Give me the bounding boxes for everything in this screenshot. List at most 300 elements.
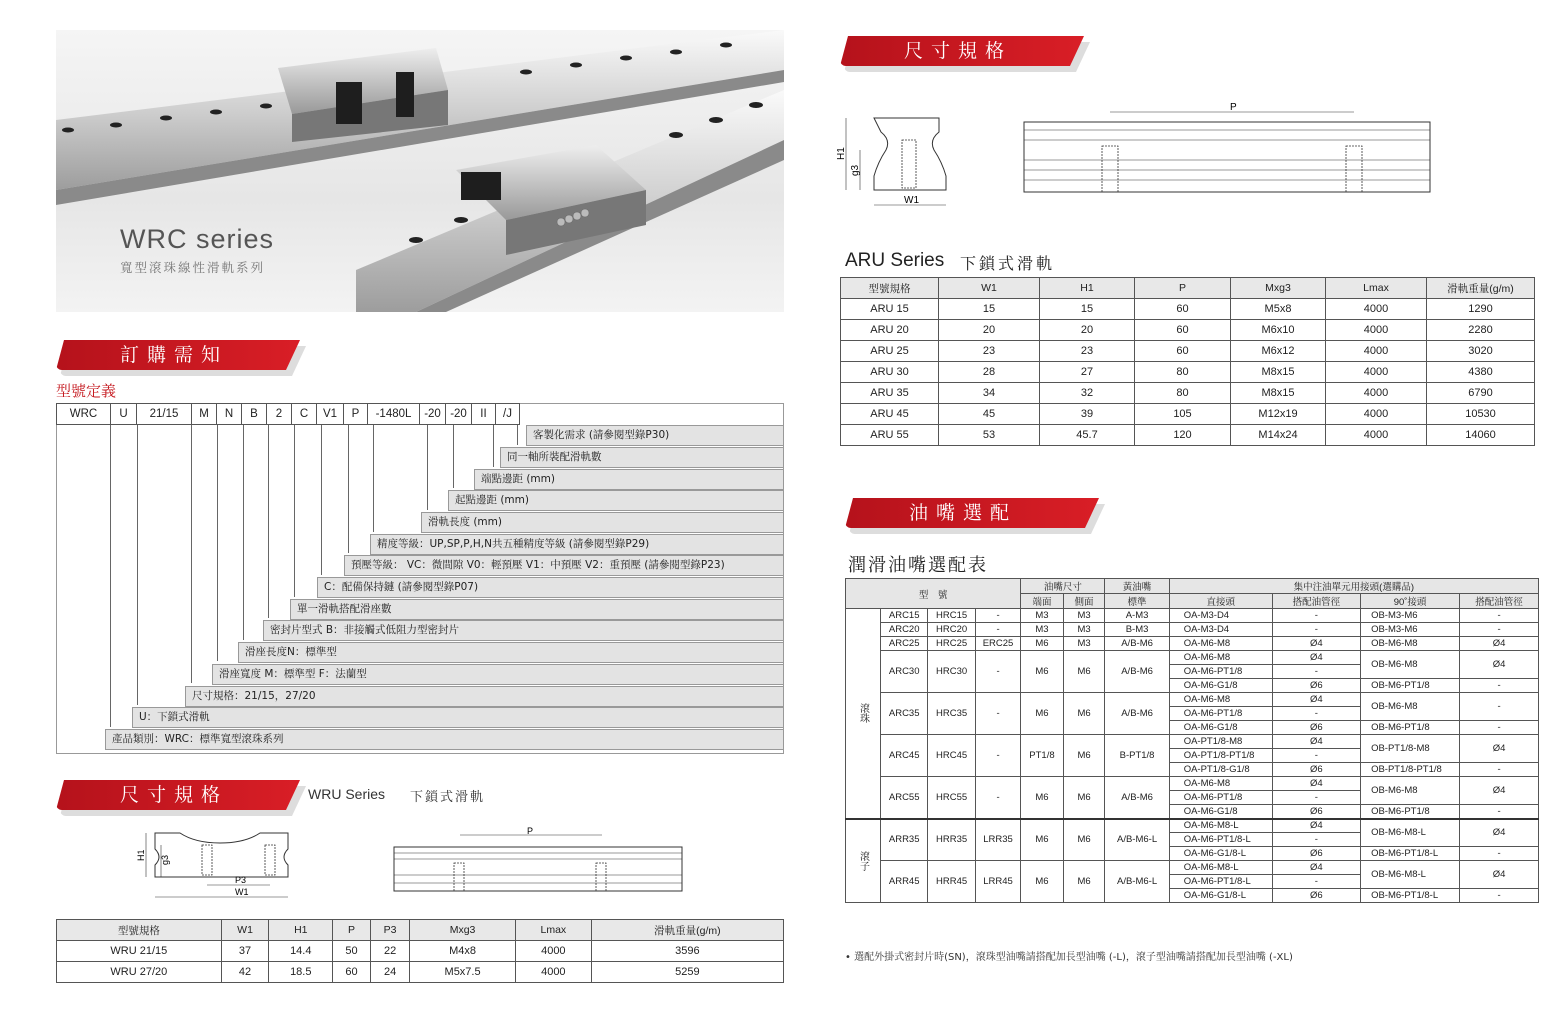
table-cell: 14060: [1427, 425, 1535, 446]
connector-line: [453, 425, 454, 488]
table-cell: -: [975, 609, 1020, 623]
table-cell: -: [1272, 833, 1360, 847]
table-cell: M6: [1021, 637, 1063, 651]
aru-h-weight: 滑軌重量(g/m): [1427, 278, 1535, 299]
table-row: [841, 383, 1535, 404]
table-cell: -: [1460, 721, 1539, 735]
table-cell: M8x15: [1231, 362, 1326, 383]
connector-line: [137, 425, 138, 705]
table-cell: WRU 21/15: [57, 941, 222, 962]
oil-table-title: 潤滑油嘴選配表: [848, 555, 988, 576]
table-cell: M6: [1063, 651, 1105, 693]
connector-line: [493, 425, 494, 467]
table-row: [846, 637, 1539, 651]
table-cell: OB-PT1/8-M8: [1361, 735, 1460, 763]
table-cell: -: [1460, 693, 1539, 721]
table-cell: -: [1460, 679, 1539, 693]
table-cell: -: [1460, 889, 1539, 903]
wru-dim-p3: P3: [235, 875, 247, 885]
code-m: M: [192, 404, 217, 425]
code-wrc: WRC: [57, 404, 111, 425]
table-cell: ARC20: [881, 623, 928, 637]
desc-rail-length: 滑軌長度 (mm): [421, 512, 784, 533]
wru-h-mxg3: Mxg3: [410, 920, 516, 941]
wru-dim-w1: W1: [235, 887, 249, 897]
oil-h-yellow: 黃油嘴: [1105, 579, 1169, 594]
table-cell: LRR35: [975, 819, 1020, 861]
table-cell: M5x8: [1231, 299, 1326, 320]
table-cell: -: [1460, 847, 1539, 861]
table-row: [846, 861, 1539, 875]
table-cell: M6: [1063, 819, 1105, 861]
wru-h-model: 型號規格: [57, 920, 222, 941]
table-cell: 27: [1040, 362, 1135, 383]
table-cell: ARU 30: [841, 362, 939, 383]
connector-line: [243, 425, 244, 640]
table-cell: OB-M6-M8: [1361, 651, 1460, 679]
table-cell: OB-M6-M8: [1361, 777, 1460, 805]
oil-h-model: 型 號: [846, 579, 1021, 609]
desc-preload: 預壓等級： VC：微間隙 V0：輕預壓 V1：中預壓 V2：重預壓 (請參閱型錄P23): [344, 555, 784, 576]
desc-block-width: 滑座寬度 M：標準型 F：法蘭型: [212, 664, 784, 685]
section-header-oil: [845, 498, 1099, 528]
table-cell: OB-M6-PT1/8-L: [1361, 889, 1460, 903]
table-cell: 50: [333, 941, 371, 962]
wru-h-h1: H1: [269, 920, 333, 941]
desc-retainer: C：配備保持鏈 (請參閱型錄P07): [317, 577, 784, 598]
table-cell: 14.4: [269, 941, 333, 962]
wru-h-w1: W1: [221, 920, 269, 941]
table-cell: 45.7: [1040, 425, 1135, 446]
table-cell: ARR45: [881, 861, 928, 903]
table-cell: HRC45: [928, 735, 975, 777]
table-cell: M3: [1021, 609, 1063, 623]
table-cell: 53: [939, 425, 1040, 446]
code-c: C: [292, 404, 317, 425]
table-cell: Ø4: [1272, 735, 1360, 749]
table-cell: OA-M6-PT1/8-L: [1169, 875, 1272, 889]
table-cell: -: [1272, 875, 1360, 889]
table-cell: Ø4: [1460, 861, 1539, 889]
table-cell: M6: [1021, 777, 1063, 819]
table-cell: Ø6: [1272, 889, 1360, 903]
wru-series-name: WRU Series: [308, 786, 386, 802]
table-cell: HRC55: [928, 777, 975, 819]
table-cell: 34: [939, 383, 1040, 404]
table-cell: ARC30: [881, 651, 928, 693]
table-cell: A/B-M6: [1105, 651, 1169, 693]
table-cell: -: [1272, 665, 1360, 679]
table-cell: Ø4: [1272, 819, 1360, 833]
table-cell: A/B-M6: [1105, 637, 1169, 651]
table-cell: B-PT1/8: [1105, 735, 1169, 777]
table-cell: 80: [1135, 362, 1231, 383]
connector-line: [321, 425, 322, 575]
table-cell: Ø4: [1272, 651, 1360, 665]
table-cell: 4000: [1326, 383, 1427, 404]
oil-h-pipe1: 搭配油管徑: [1272, 594, 1360, 609]
table-cell: 20: [1040, 320, 1135, 341]
table-cell: 45: [939, 404, 1040, 425]
wru-profile-diagram: [136, 825, 310, 905]
table-cell: OA-PT1/8-M8: [1169, 735, 1272, 749]
table-cell: Ø6: [1272, 763, 1360, 777]
table-cell: -: [1272, 791, 1360, 805]
table-cell: PT1/8: [1021, 735, 1063, 777]
aru-h-h1: H1: [1040, 278, 1135, 299]
table-cell: OB-M3-M6: [1361, 609, 1460, 623]
table-cell: 4000: [1326, 425, 1427, 446]
table-cell: 23: [1040, 341, 1135, 362]
desc-seal: 密封片型式 B：非接觸式低阻力型密封片: [263, 620, 784, 641]
table-cell: OA-M6-M8: [1169, 693, 1272, 707]
connector-line: [217, 425, 218, 661]
aru-dim-h1: H1: [836, 147, 847, 160]
section-header-size-right: [840, 36, 1084, 66]
aru-h-p: P: [1135, 278, 1231, 299]
table-cell: M5x7.5: [410, 962, 516, 983]
table-cell: 4000: [515, 962, 591, 983]
wru-dim-g3: g3: [160, 854, 170, 865]
connector-line: [294, 425, 295, 597]
table-cell: OB-M6-PT1/8: [1361, 721, 1460, 735]
table-cell: HRC25: [928, 637, 975, 651]
code-length: -1480L: [368, 404, 420, 425]
table-cell: -: [1460, 805, 1539, 819]
table-cell: Ø6: [1272, 847, 1360, 861]
table-cell: 37: [221, 941, 269, 962]
desc-size: 尺寸規格：21/15，27/20: [185, 686, 784, 707]
code-p: P: [344, 404, 368, 425]
aru-spec-table: [840, 277, 1535, 446]
desc-accuracy: 精度等級：UP,SP,P,H,N共五種精度等級 (請參閱型錄P29): [370, 534, 784, 555]
wru-dim-p: P: [527, 826, 534, 836]
table-cell: 6790: [1427, 383, 1535, 404]
table-cell: OA-M6-G1/8: [1169, 679, 1272, 693]
table-cell: OA-M6-G1/8: [1169, 721, 1272, 735]
table-cell: 2280: [1427, 320, 1535, 341]
table-cell: 60: [1135, 341, 1231, 362]
table-cell: M6: [1063, 693, 1105, 735]
table-cell: OB-M6-M8: [1361, 693, 1460, 721]
model-code-row: [56, 403, 520, 425]
table-cell: OA-M6-M8-L: [1169, 819, 1272, 833]
desc-rail-type: U：下鎖式滑軌: [132, 707, 784, 728]
table-cell: M14x24: [1231, 425, 1326, 446]
table-cell: Ø4: [1460, 637, 1539, 651]
table-cell: 4000: [1326, 299, 1427, 320]
table-cell: -: [1272, 749, 1360, 763]
connector-line: [268, 425, 269, 618]
table-cell: 22: [370, 941, 409, 962]
desc-block-length: 滑座長度N：標準型: [238, 642, 784, 663]
wru-series-type: 下鎖式滑軌: [410, 790, 486, 805]
table-cell: ARU 20: [841, 320, 939, 341]
table-cell: A/B-M6: [1105, 693, 1169, 735]
table-cell: ERC25: [975, 637, 1020, 651]
table-cell: M6x10: [1231, 320, 1326, 341]
table-row: [846, 693, 1539, 707]
table-cell: -: [975, 623, 1020, 637]
connector-line: [348, 425, 349, 553]
oil-h-pipe2: 搭配油管徑: [1460, 594, 1539, 609]
table-cell: 105: [1135, 404, 1231, 425]
table-cell: B-M3: [1105, 623, 1169, 637]
table-cell: Ø6: [1272, 721, 1360, 735]
table-cell: WRU 27/20: [57, 962, 222, 983]
table-cell: 4000: [1326, 404, 1427, 425]
table-cell: OA-M6-M8-L: [1169, 861, 1272, 875]
table-cell: 3020: [1427, 341, 1535, 362]
table-cell: -: [975, 693, 1020, 735]
table-cell: M3: [1063, 609, 1105, 623]
table-cell: 5259: [591, 962, 783, 983]
desc-block-count: 單一滑軌搭配滑座數: [290, 599, 784, 620]
table-cell: HRC15: [928, 609, 975, 623]
table-cell: ARR35: [881, 819, 928, 861]
table-cell: ARU 45: [841, 404, 939, 425]
oil-h-side: 側面: [1063, 594, 1105, 609]
table-cell: 4000: [1326, 320, 1427, 341]
table-cell: Ø4: [1460, 819, 1539, 847]
code-n: N: [217, 404, 242, 425]
aru-profile-diagram: [834, 110, 964, 215]
table-cell: OB-M6-PT1/8-L: [1361, 847, 1460, 861]
table-cell: HRC35: [928, 693, 975, 735]
table-row: [846, 819, 1539, 833]
desc-rail-count: 同一軸所裝配滑軌數: [500, 447, 784, 468]
connector-line: [517, 425, 518, 445]
section-header-oil-label: 油嘴選配: [909, 502, 1018, 524]
table-cell: -: [1460, 609, 1539, 623]
table-cell: 4000: [515, 941, 591, 962]
oil-footnote: • 選配外掛式密封片時(SN)，滾珠型油嘴請搭配加長型油嘴 (-L)，滾子型油嘴請搭配加長型油嘴 (-XL): [845, 952, 1293, 963]
table-cell: OA-M6-M8: [1169, 777, 1272, 791]
section-header-order-label: 訂購需知: [120, 344, 229, 366]
section-header-size-left-label: 尺寸規格: [120, 784, 229, 806]
wru-h-p3: P3: [370, 920, 409, 941]
table-cell: OA-M6-PT1/8: [1169, 665, 1272, 679]
section-header-order: [56, 340, 300, 370]
table-cell: 120: [1135, 425, 1231, 446]
table-cell: Ø4: [1460, 735, 1539, 763]
table-cell: OA-M6-PT1/8-L: [1169, 833, 1272, 847]
desc-start-margin: 起點邊距 (mm): [448, 490, 784, 511]
table-cell: M6: [1063, 735, 1105, 777]
table-cell: -: [975, 777, 1020, 819]
table-cell: OA-PT1/8-PT1/8: [1169, 749, 1272, 763]
section-header-size-right-label: 尺寸規格: [904, 40, 1013, 62]
table-cell: OA-M6-G1/8: [1169, 805, 1272, 819]
table-cell: OA-M3-D4: [1169, 609, 1272, 623]
oil-h-central: 集中注油單元用接頭(選購品): [1169, 579, 1538, 594]
oil-h-90: 90˚接頭: [1361, 594, 1460, 609]
wru-h-lmax: Lmax: [515, 920, 591, 941]
table-row: [841, 320, 1535, 341]
connector-line: [373, 425, 374, 532]
table-cell: Ø4: [1272, 861, 1360, 875]
table-cell: 23: [939, 341, 1040, 362]
table-cell: M8x15: [1231, 383, 1326, 404]
table-cell: 1290: [1427, 299, 1535, 320]
table-cell: ARU 35: [841, 383, 939, 404]
table-row: [846, 623, 1539, 637]
table-cell: M12x19: [1231, 404, 1326, 425]
table-cell: M3: [1063, 623, 1105, 637]
connector-line: [110, 425, 111, 727]
table-cell: OA-M6-G1/8-L: [1169, 847, 1272, 861]
aru-series-type: 下鎖式滑軌: [960, 254, 1056, 273]
table-cell: OA-PT1/8-G1/8: [1169, 763, 1272, 777]
code-b: B: [242, 404, 267, 425]
table-row: [846, 735, 1539, 749]
code-size: 21/15: [137, 404, 192, 425]
table-row: [841, 404, 1535, 425]
code-v1: V1: [317, 404, 344, 425]
connector-line: [191, 425, 192, 683]
table-cell: 60: [1135, 320, 1231, 341]
table-cell: OB-M6-M8-L: [1361, 861, 1460, 889]
table-cell: ARU 25: [841, 341, 939, 362]
table-cell: 4000: [1326, 341, 1427, 362]
table-cell: OA-M6-M8: [1169, 651, 1272, 665]
table-cell: 60: [333, 962, 371, 983]
wru-side-diagram: [392, 825, 684, 900]
code-end: -20: [446, 404, 472, 425]
table-row: [841, 362, 1535, 383]
table-cell: LRR45: [975, 861, 1020, 903]
table-cell: HRC30: [928, 651, 975, 693]
table-cell: ARC15: [881, 609, 928, 623]
product-hero-image: [56, 30, 784, 312]
table-cell: Ø4: [1272, 777, 1360, 791]
table-cell: OB-M6-M8-L: [1361, 819, 1460, 847]
table-cell: Ø6: [1272, 805, 1360, 819]
desc-end-margin: 端點邊距 (mm): [474, 469, 784, 490]
aru-h-lmax: Lmax: [1326, 278, 1427, 299]
oil-h-std: 標準: [1105, 594, 1169, 609]
aru-dim-p: P: [1230, 102, 1237, 113]
oil-nipple-table: [845, 578, 1539, 903]
table-cell: 60: [1135, 299, 1231, 320]
code-ii: II: [472, 404, 496, 425]
table-cell: OA-M6-PT1/8: [1169, 707, 1272, 721]
table-cell: Ø6: [1272, 679, 1360, 693]
table-cell: 15: [1040, 299, 1135, 320]
table-cell: OB-M6-PT1/8: [1361, 679, 1460, 693]
table-cell: M6: [1021, 651, 1063, 693]
table-cell: -: [975, 735, 1020, 777]
table-cell: 24: [370, 962, 409, 983]
table-cell: HRR35: [928, 819, 975, 861]
table-row: [841, 425, 1535, 446]
table-cell: M4x8: [410, 941, 516, 962]
table-cell: 3596: [591, 941, 783, 962]
wru-h-p: P: [333, 920, 371, 941]
code-2: 2: [267, 404, 292, 425]
series-title: WRC series: [120, 224, 275, 254]
table-cell: HRR45: [928, 861, 975, 903]
table-cell: ARC45: [881, 735, 928, 777]
table-row: [57, 941, 784, 962]
table-row: [846, 777, 1539, 791]
table-cell: M6x12: [1231, 341, 1326, 362]
table-cell: Ø4: [1272, 693, 1360, 707]
wru-h-weight: 滑軌重量(g/m): [591, 920, 783, 941]
oil-h-size: 油嘴尺寸: [1021, 579, 1105, 594]
table-cell: M6: [1063, 777, 1105, 819]
table-cell: 32: [1040, 383, 1135, 404]
table-cell: 80: [1135, 383, 1231, 404]
table-cell: 18.5: [269, 962, 333, 983]
table-cell: OB-M6-PT1/8: [1361, 805, 1460, 819]
table-cell: M6: [1021, 693, 1063, 735]
oil-h-end: 端面: [1021, 594, 1063, 609]
table-cell: Ø4: [1272, 637, 1360, 651]
table-cell: ARC25: [881, 637, 928, 651]
aru-dim-g3: g3: [850, 164, 861, 176]
table-cell: Ø4: [1460, 777, 1539, 805]
table-cell: ARU 55: [841, 425, 939, 446]
table-cell: M3: [1063, 637, 1105, 651]
table-cell: -: [1272, 609, 1360, 623]
table-cell: A/B-M6: [1105, 777, 1169, 819]
table-row: [846, 651, 1539, 665]
table-cell: M3: [1021, 623, 1063, 637]
table-cell: 10530: [1427, 404, 1535, 425]
aru-h-w1: W1: [939, 278, 1040, 299]
aru-header-row: [841, 278, 1535, 299]
desc-category: 產品類別：WRC：標準寬型滾珠系列: [105, 729, 784, 750]
table-cell: HRC20: [928, 623, 975, 637]
desc-custom: 客製化需求 (請參閱型錄P30): [526, 425, 784, 446]
table-cell: OA-M6-M8: [1169, 637, 1272, 651]
code-start: -20: [420, 404, 446, 425]
table-cell: A/B-M6-L: [1105, 819, 1169, 861]
aru-series-name: ARU Series: [845, 250, 945, 271]
table-cell: 39: [1040, 404, 1135, 425]
table-cell: OB-PT1/8-PT1/8: [1361, 763, 1460, 777]
table-cell: 4380: [1427, 362, 1535, 383]
table-cell: A/B-M6-L: [1105, 861, 1169, 903]
aru-h-mxg3: Mxg3: [1231, 278, 1326, 299]
wru-spec-table: [56, 919, 784, 983]
table-cell: OA-M6-G1/8-L: [1169, 889, 1272, 903]
table-cell: -: [1460, 763, 1539, 777]
series-subtitle: 寬型滾珠線性滑軌系列: [120, 260, 266, 275]
table-cell: OB-M6-M8: [1361, 637, 1460, 651]
table-cell: 15: [939, 299, 1040, 320]
table-cell: -: [1460, 623, 1539, 637]
section-header-size-left: [56, 780, 300, 810]
table-cell: -: [975, 651, 1020, 693]
table-row: [841, 299, 1535, 320]
table-cell: ARU 15: [841, 299, 939, 320]
oil-group-ball: 滾珠: [846, 609, 881, 819]
table-cell: A-M3: [1105, 609, 1169, 623]
table-cell: OA-M6-PT1/8: [1169, 791, 1272, 805]
table-cell: Ø4: [1460, 651, 1539, 679]
table-cell: 20: [939, 320, 1040, 341]
aru-side-diagram: [1022, 98, 1442, 206]
table-row: [841, 341, 1535, 362]
table-cell: M6: [1063, 861, 1105, 903]
oil-group-roller: 滾子: [846, 819, 881, 903]
table-cell: -: [1272, 707, 1360, 721]
connector-line: [427, 425, 428, 510]
aru-h-model: 型號規格: [841, 278, 939, 299]
table-cell: ARC35: [881, 693, 928, 735]
